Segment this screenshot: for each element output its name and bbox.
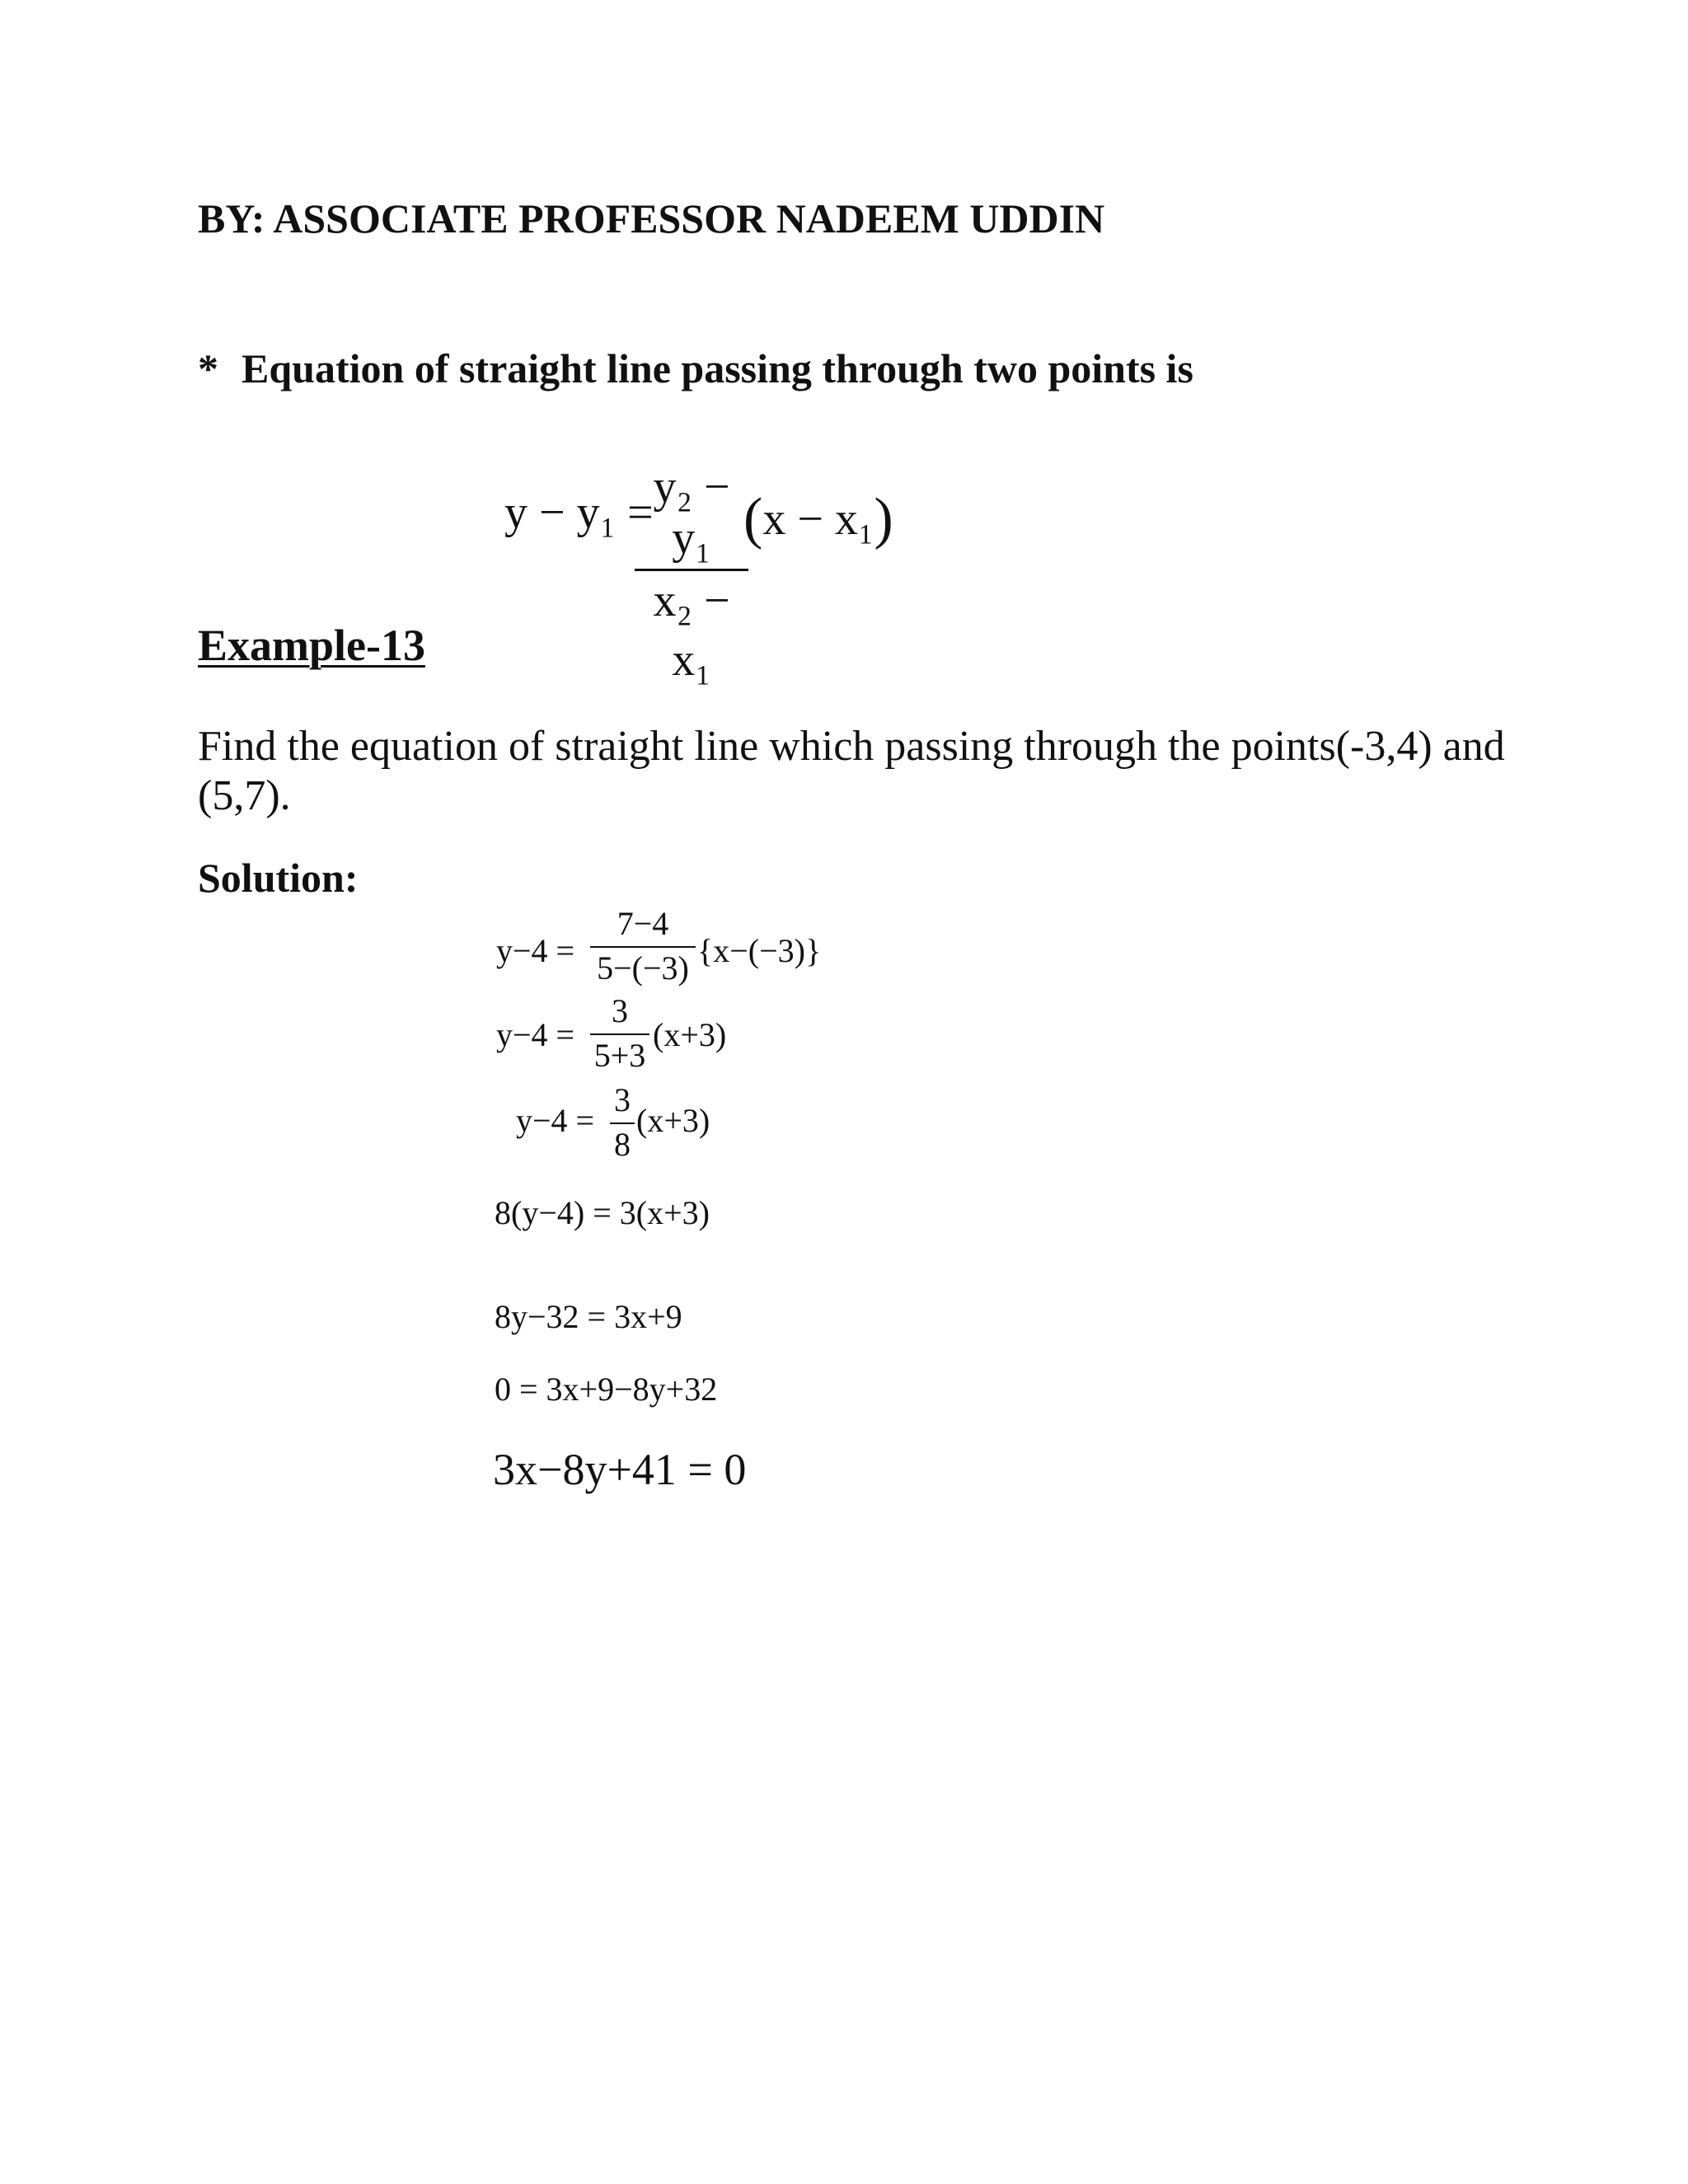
- step1-rhs: {x−(−3)}: [697, 932, 822, 969]
- step3-lhs: y−4 =: [516, 1102, 595, 1139]
- solution-label: Solution:: [198, 855, 359, 901]
- formula-open-paren: (: [743, 487, 763, 551]
- step3-rhs: (x+3): [636, 1102, 710, 1139]
- step1-denominator: 5−(−3): [597, 949, 689, 987]
- problem-statement: Find the equation of straight line which passing through the points(-3,4) and (5,7).: [198, 723, 1505, 819]
- step2-rhs: (x+3): [653, 1016, 727, 1053]
- step2-lhs: y−4 =: [496, 1016, 575, 1053]
- step3-fraction: [610, 1080, 635, 1165]
- step5-equation: 8y−32 = 3x+9: [495, 1298, 682, 1335]
- formula-denominator: x₂ − x₁: [653, 575, 730, 686]
- step2-fraction: [590, 991, 649, 1076]
- formula-rhs-inner: x − x₁: [762, 494, 874, 545]
- final-answer: 3x−8y+41 = 0: [493, 1445, 747, 1494]
- step1-lhs: y−4 =: [496, 932, 575, 969]
- formula-fraction: [635, 462, 748, 690]
- step2-denominator: 5+3: [593, 1037, 646, 1074]
- formula-lhs: y − y₁ =: [504, 487, 654, 538]
- intro-statement: [198, 344, 1193, 392]
- step6-equation: 0 = 3x+9−8y+32: [495, 1371, 718, 1408]
- intro-text: Equation of straight line passing through two points is: [241, 345, 1193, 391]
- formula-rhs: [743, 486, 893, 552]
- step2-numerator: 3: [612, 992, 628, 1029]
- formula-close-paren: ): [874, 487, 893, 551]
- step1-numerator: 7−4: [617, 905, 669, 942]
- author-byline: BY: ASSOCIATE PROFESSOR NADEEM UDDIN: [198, 195, 1105, 241]
- step3-denominator: 8: [614, 1126, 631, 1163]
- step4-equation: 8(y−4) = 3(x+3): [495, 1194, 710, 1231]
- step1-fraction: [590, 903, 696, 989]
- example-title: Example-13: [198, 621, 425, 670]
- bullet-asterisk: *: [198, 345, 218, 391]
- step3-numerator: 3: [614, 1081, 631, 1118]
- formula-numerator: y₂ − y₁: [653, 462, 730, 564]
